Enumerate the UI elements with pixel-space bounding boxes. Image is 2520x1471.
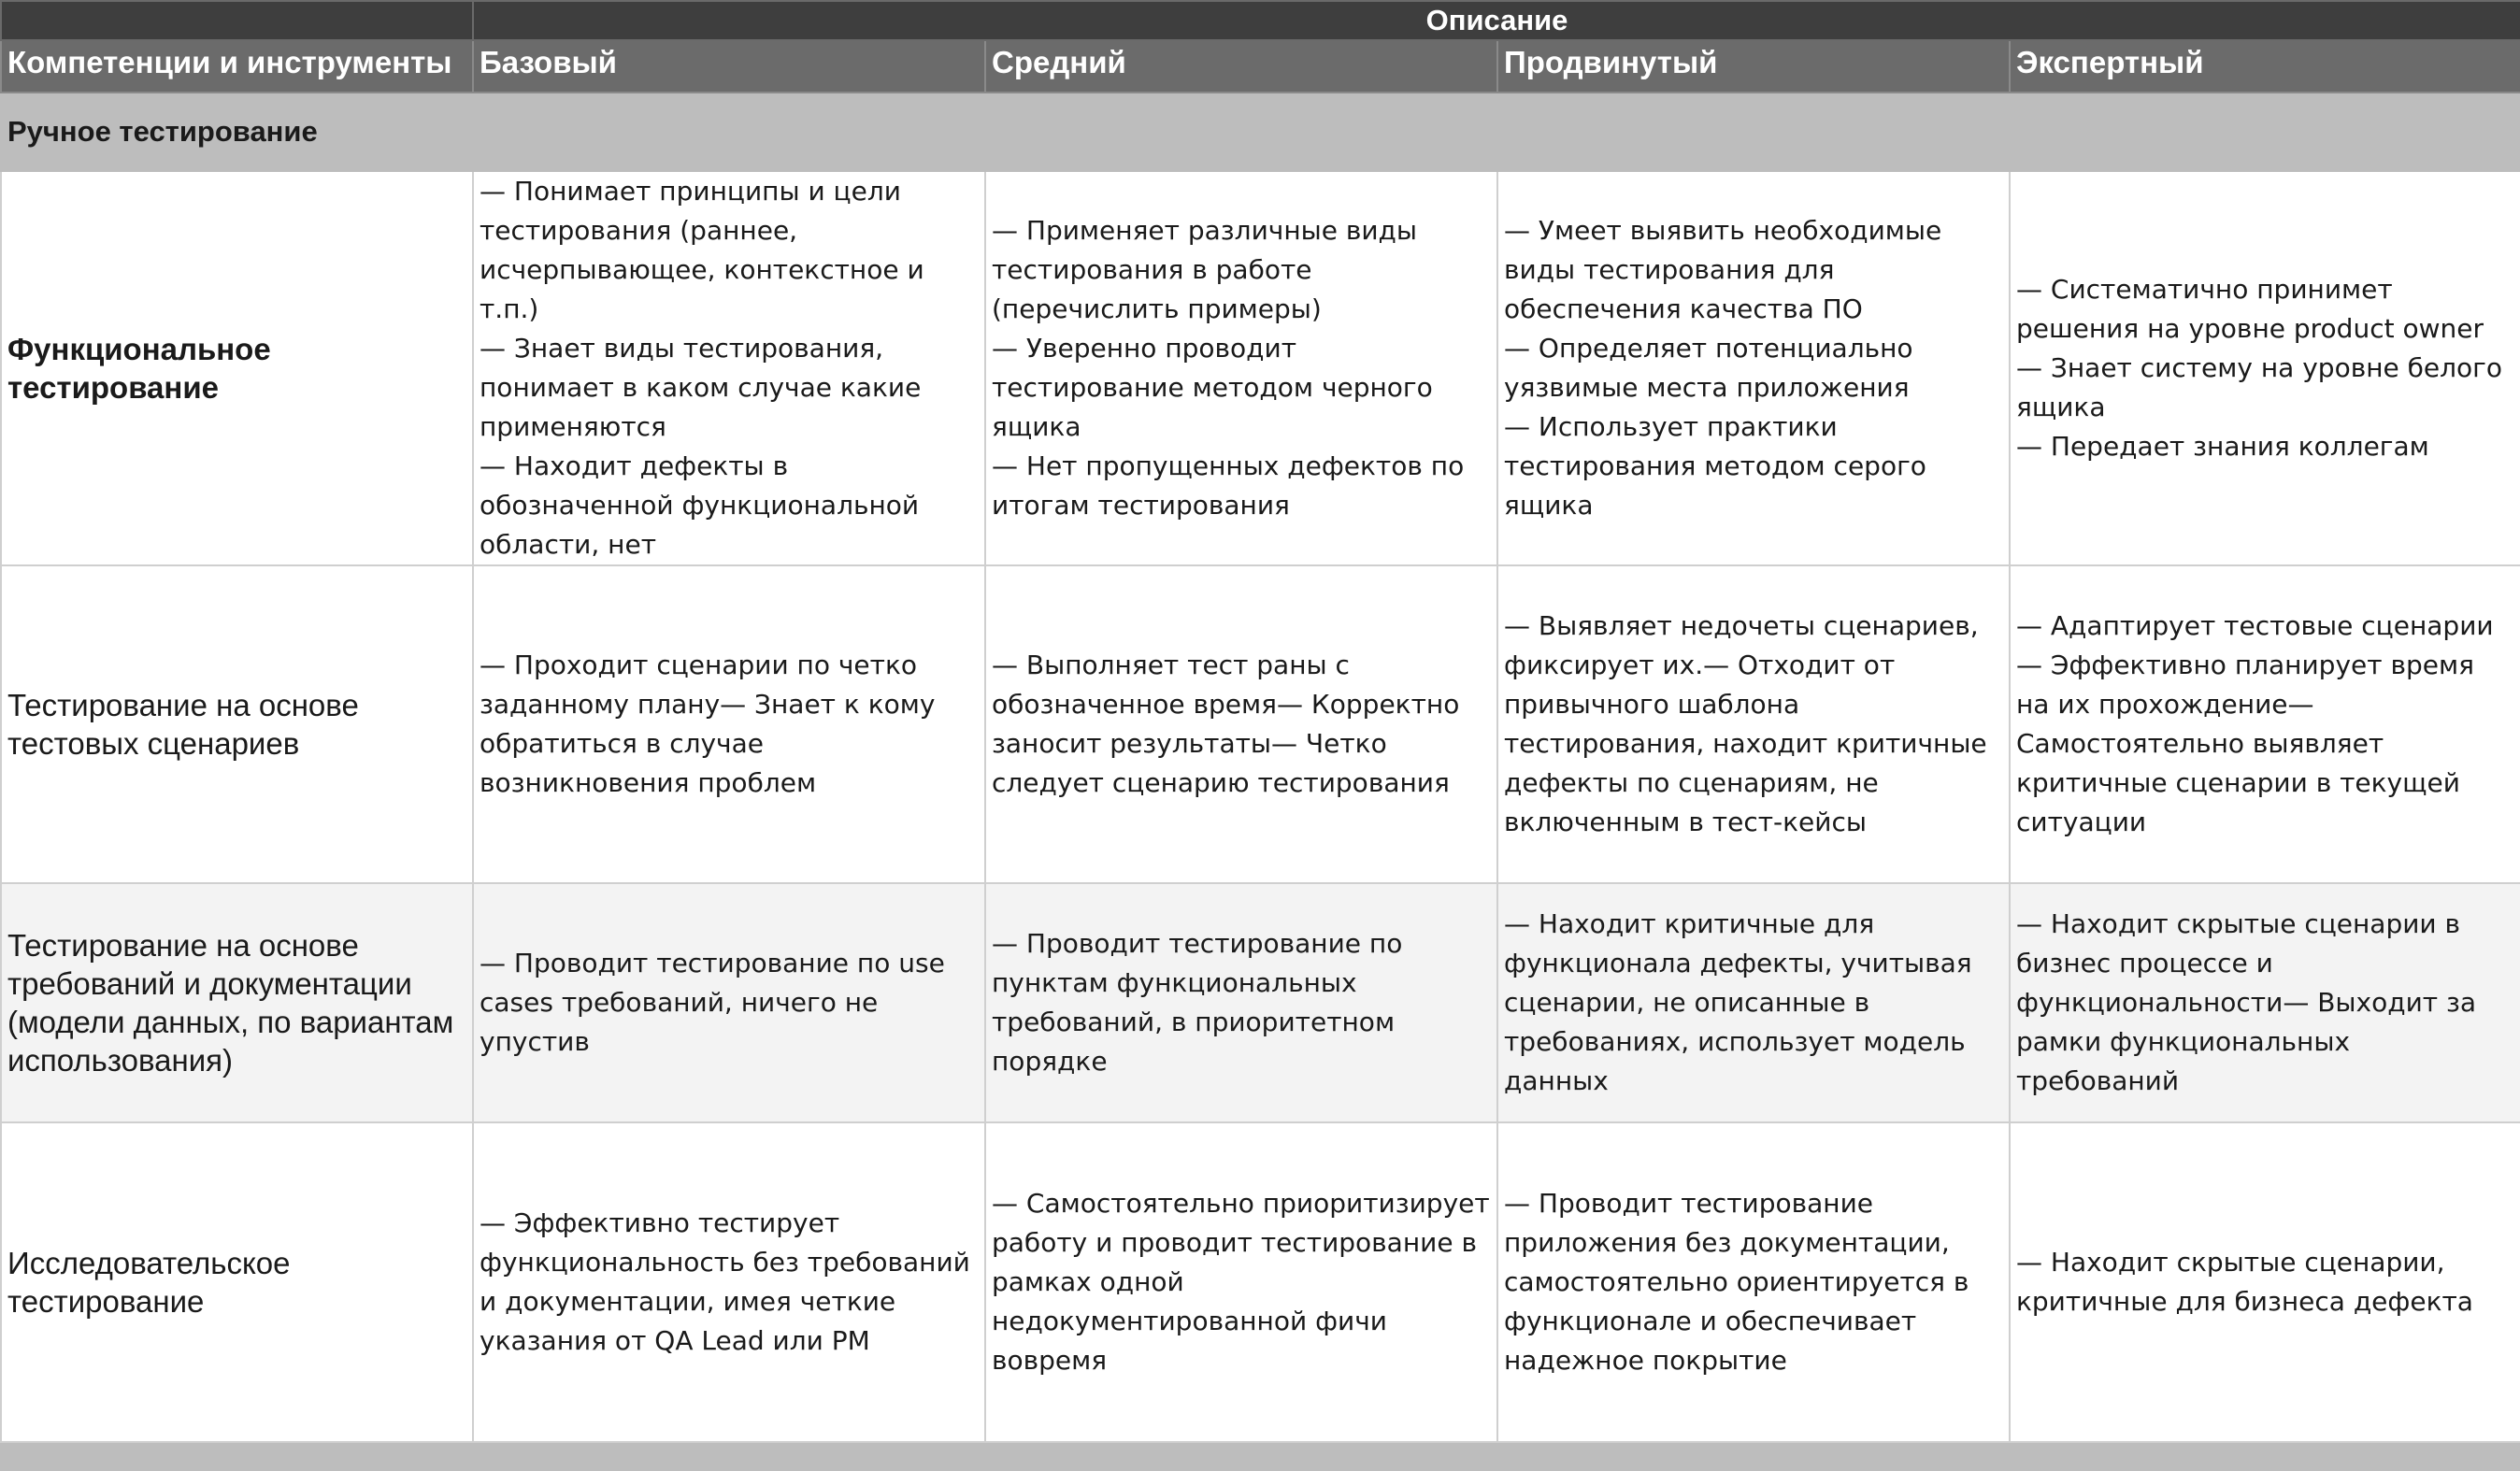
cell-intermediate[interactable] bbox=[985, 171, 1497, 565]
column-header-intermediate[interactable]: Средний bbox=[985, 40, 1497, 93]
super-header-blank-cell bbox=[1, 1, 473, 40]
column-header-advanced[interactable]: Продвинутый bbox=[1497, 40, 2010, 93]
cell-basic[interactable] bbox=[473, 883, 985, 1122]
cell-basic[interactable] bbox=[473, 1122, 985, 1442]
section-title[interactable]: Ручное тестирование bbox=[1, 93, 2520, 171]
cell-expert[interactable] bbox=[2010, 883, 2520, 1122]
cell-intermediate[interactable] bbox=[985, 883, 1497, 1122]
cell-basic-text: — Эффективно тестирует функциональность без требований и документации, имея четкие указания от QA Lead или PM bbox=[480, 1207, 970, 1356]
row-name: Тестирование на основе тестовых сценариев bbox=[7, 688, 359, 761]
cell-expert-text: — Адаптирует тестовые сценарии— Эффективно планирует время на их прохождение— Самостоятельно выявляет критичные сценарии в текущей ситуации bbox=[2016, 610, 2494, 837]
footer-band bbox=[1, 1442, 2520, 1470]
row-name: Исследовательское тестирование bbox=[7, 1246, 291, 1319]
cell-expert-text: — Находит скрытые сценарии в бизнес процессе и функциональности— Выходит за рамки функциональных требований bbox=[2016, 908, 2477, 1096]
cell-expert-text: — Систематично принимет решения на уровне product owner — Знает систему на уровне белого ящика — Передает знания коллегам bbox=[2016, 274, 2503, 462]
cell-basic-text: — Проводит тестирование по use cases требований, ничего не упустив bbox=[480, 948, 945, 1057]
row-name: Тестирование на основе требований и документации (модели данных, по вариантам использования) bbox=[7, 928, 454, 1078]
cell-advanced-text: — Проводит тестирование приложения без документации, самостоятельно ориентируется в функционале и обеспечивает надежное покрытие bbox=[1504, 1188, 1969, 1376]
cell-expert-text: — Находит скрытые сценарии, критичные для бизнеса дефекта bbox=[2016, 1247, 2473, 1317]
cell-expert[interactable] bbox=[2010, 565, 2520, 883]
cell-intermediate-text: — Выполняет тест раны с обозначенное время— Корректно заносит результаты— Четко следует сценарию тестирования bbox=[992, 650, 1460, 798]
cell-basic[interactable] bbox=[473, 565, 985, 883]
row-name-cell[interactable] bbox=[1, 171, 473, 565]
cell-basic-text: — Проходит сценарии по четко заданному плану— Знает к кому обратиться в случае возникновения проблем bbox=[480, 650, 936, 798]
column-header-basic[interactable]: Базовый bbox=[473, 40, 985, 93]
row-name-cell[interactable] bbox=[1, 565, 473, 883]
row-name-cell[interactable] bbox=[1, 883, 473, 1122]
row-name-cell[interactable] bbox=[1, 1122, 473, 1442]
column-header-expert[interactable]: Экспертный bbox=[2010, 40, 2520, 93]
cell-intermediate[interactable] bbox=[985, 1122, 1497, 1442]
cell-expert[interactable] bbox=[2010, 1122, 2520, 1442]
table-row bbox=[1, 565, 2520, 883]
cell-advanced[interactable] bbox=[1497, 171, 2010, 565]
cell-intermediate-text: — Проводит тестирование по пунктам функциональных требований, в приоритетном порядке bbox=[992, 928, 1403, 1077]
cell-advanced-text: — Умеет выявить необходимые виды тестирования для обеспечения качества ПО — Определяет потенциально уязвимые места приложения — Использует практики тестирования методом серого ящика bbox=[1504, 215, 1942, 521]
super-header-row bbox=[1, 1, 2520, 40]
table-row bbox=[1, 171, 2520, 565]
cell-intermediate[interactable] bbox=[985, 565, 1497, 883]
section-row-manual-testing bbox=[1, 93, 2520, 171]
cell-advanced[interactable] bbox=[1497, 1122, 2010, 1442]
cell-advanced[interactable] bbox=[1497, 565, 2010, 883]
cell-intermediate-text: — Применяет различные виды тестирования в работе (перечислить примеры) — Уверенно проводит тестирование методом черного ящика — Нет пропущенных дефектов по итогам тестирования bbox=[992, 215, 1465, 521]
super-header-description: Описание bbox=[473, 1, 2520, 40]
table-row bbox=[1, 883, 2520, 1122]
table-row bbox=[1, 1122, 2520, 1442]
cell-basic-text: — Понимает принципы и цели тестирования (раннее, исчерпывающее, контекстное и т.п.) — Знает виды тестирования, понимает в каком случае какие применяются — Находит дефекты в обозначенной функциональной области, нет bbox=[480, 176, 924, 560]
column-header-competency[interactable]: Компетенции и инструменты bbox=[1, 40, 473, 93]
row-name: Функциональное тестирование bbox=[7, 332, 271, 405]
cell-advanced-text: — Выявляет недочеты сценариев, фиксирует их.— Отходит от привычного шаблона тестирования, находит критичные дефекты по сценариям, не включенным в тест-кейсы bbox=[1504, 610, 1987, 837]
cell-advanced-text: — Находит критичные для функционала дефекты, учитывая сценарии, не описанные в требованиях, использует модель данных bbox=[1504, 908, 1972, 1096]
cell-expert[interactable] bbox=[2010, 171, 2520, 565]
cell-basic[interactable] bbox=[473, 171, 985, 565]
column-header-row bbox=[1, 40, 2520, 93]
cell-intermediate-text: — Самостоятельно приоритизирует работу и проводит тестирование в рамках одной недокументированной фичи вовремя bbox=[992, 1188, 1490, 1376]
cell-advanced[interactable] bbox=[1497, 883, 2010, 1122]
footer-band-row bbox=[1, 1442, 2520, 1470]
